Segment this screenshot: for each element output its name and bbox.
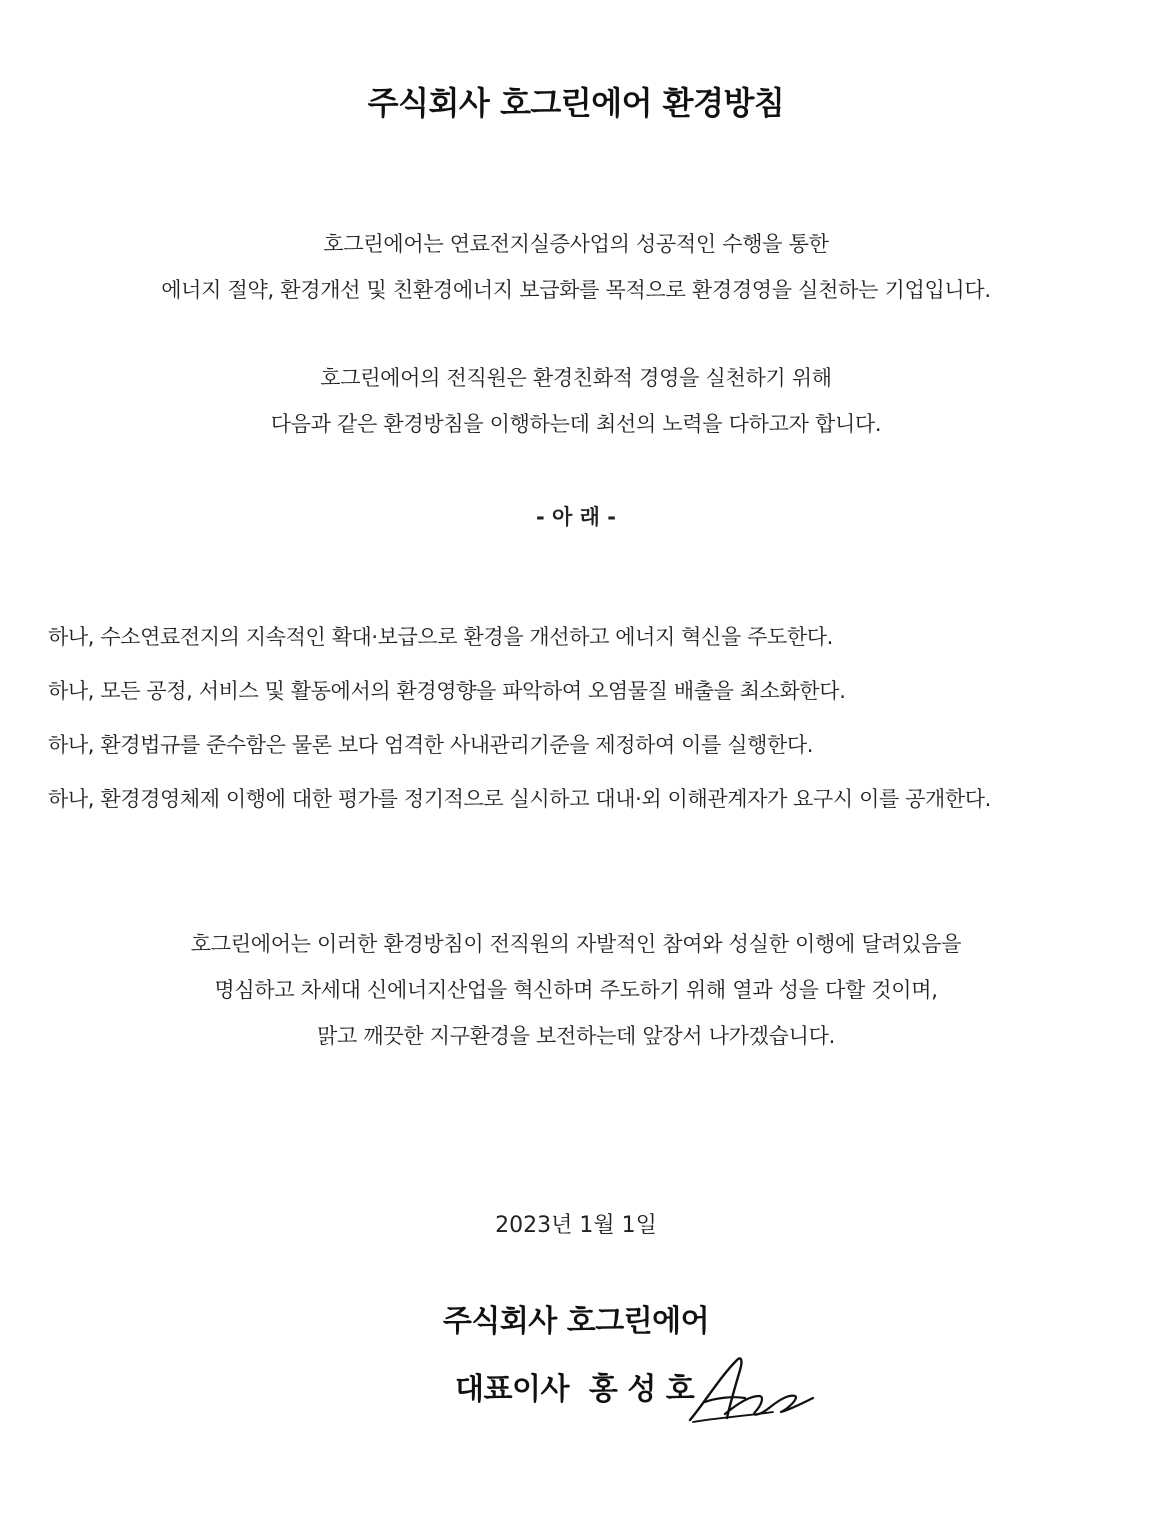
policy-item: 하나, 수소연료전지의 지속적인 확대·보급으로 환경을 개선하고 에너지 혁신을 주도한다. xyxy=(48,625,833,649)
signature-icon xyxy=(685,1352,820,1427)
intro-line: 에너지 절약, 환경개선 및 친환경에너지 보급화를 목적으로 환경경영을 실천하는 기업입니다. xyxy=(161,278,991,302)
closing-line: 호그린에어는 이러한 환경방침이 전직원의 자발적인 참여와 성실한 이행에 달려있음을 xyxy=(190,932,962,956)
intro-line: 다음과 같은 환경방침을 이행하는데 최선의 노력을 다하고자 합니다. xyxy=(270,412,882,436)
policy-item: 하나, 모든 공정, 서비스 및 활동에서의 환경영향을 파악하여 오염물질 배출을 최소화한다. xyxy=(48,679,846,703)
closing-line: 맑고 깨끗한 지구환경을 보전하는데 앞장서 나가겠습니다. xyxy=(317,1024,835,1048)
closing-line: 명심하고 차세대 신에너지산업을 혁신하며 주도하기 위해 열과 성을 다할 것이며, xyxy=(214,978,938,1002)
policy-item: 하나, 환경법규를 준수함은 물론 보다 엄격한 사내관리기준을 제정하여 이를 실행한다. xyxy=(48,733,814,757)
closing-paragraph xyxy=(0,921,1152,1059)
ceo-title: 대표이사 xyxy=(455,1372,569,1407)
intro-line: 호그린에어는 연료전지실증사업의 성공적인 수행을 통한 xyxy=(323,232,829,256)
document-date: 2023년 1월 1일 xyxy=(495,1213,657,1238)
intro-paragraph-2 xyxy=(0,355,1152,447)
policy-list xyxy=(48,610,1138,826)
notice-heading: - 아 래 - xyxy=(536,505,616,529)
intro-paragraph-1 xyxy=(0,221,1152,313)
document-title: 주식회사 호그린에어 환경방침 xyxy=(367,84,785,122)
policy-item: 하나, 환경경영체제 이행에 대한 평가를 정기적으로 실시하고 대내·외 이해관계자가 요구시 이를 공개한다. xyxy=(48,787,991,811)
intro-line: 호그린에어의 전직원은 환경친화적 경영을 실천하기 위해 xyxy=(320,366,832,390)
ceo-line xyxy=(455,1362,694,1410)
ceo-name: 홍 성 호 xyxy=(588,1372,695,1407)
company-name: 주식회사 호그린에어 xyxy=(442,1304,710,1339)
